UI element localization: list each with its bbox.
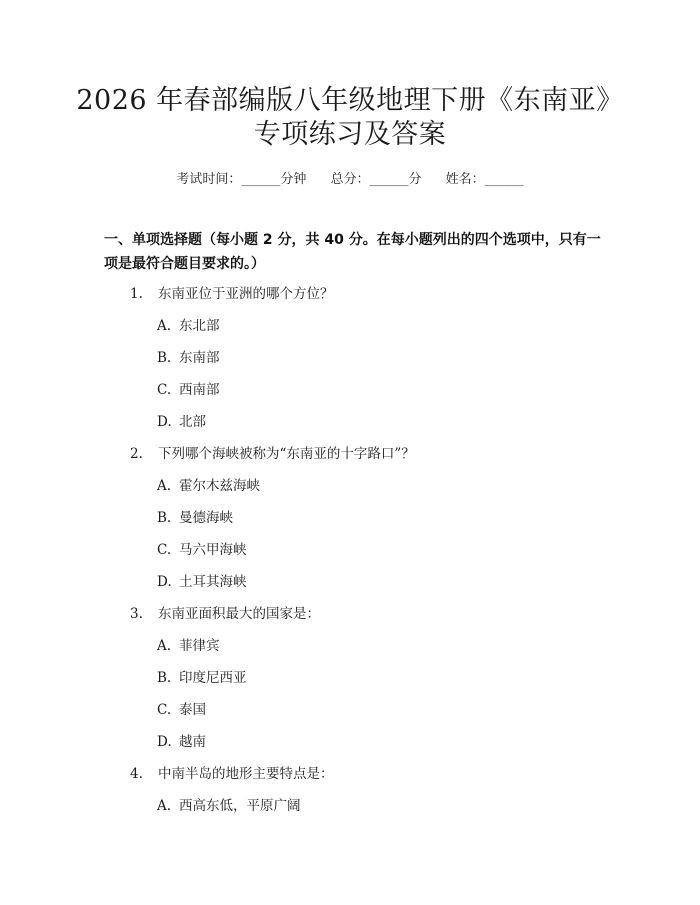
option-letter: C. — [157, 382, 172, 398]
question-number: 3. — [130, 606, 143, 622]
question-text: 中南半岛的地形主要特点是： — [158, 766, 334, 782]
exam-time-field: 考试时间：______分钟 — [176, 172, 307, 187]
question-text: 下列哪个海峡被称为“东南亚的十字路口”？ — [158, 446, 415, 462]
answer-option — [157, 666, 247, 686]
option-letter: A. — [157, 798, 172, 814]
question-text: 东南亚面积最大的国家是： — [158, 606, 320, 622]
question-number: 2. — [130, 446, 143, 462]
option-text: 东北部 — [179, 318, 220, 334]
option-letter: A. — [157, 478, 172, 494]
answer-option — [157, 698, 206, 718]
option-text: 霍尔木兹海峡 — [179, 478, 260, 494]
option-text: 北部 — [179, 414, 206, 430]
answer-option — [157, 410, 206, 430]
answer-option — [157, 538, 247, 558]
answer-option — [157, 474, 260, 494]
option-text: 曼德海峡 — [179, 510, 233, 526]
option-letter: D. — [157, 574, 172, 590]
question-text: 东南亚位于亚洲的哪个方位？ — [158, 286, 334, 302]
question-item — [130, 282, 334, 302]
option-text: 菲律宾 — [179, 638, 220, 654]
option-text: 东南部 — [179, 350, 220, 366]
question-item — [130, 602, 320, 622]
exam-info — [0, 168, 700, 187]
option-letter: D. — [157, 734, 172, 750]
answer-option — [157, 314, 220, 334]
option-letter: C. — [157, 702, 172, 718]
option-letter: B. — [157, 510, 172, 526]
option-text: 泰国 — [179, 702, 206, 718]
option-text: 越南 — [179, 734, 206, 750]
option-letter: C. — [157, 542, 172, 558]
answer-option — [157, 346, 220, 366]
answer-option — [157, 794, 301, 814]
document-title-line-1: 2026 年春部编版八年级地理下册《东南亚》 — [76, 85, 624, 116]
option-text: 印度尼西亚 — [179, 670, 247, 686]
option-letter: B. — [157, 350, 172, 366]
option-text: 西南部 — [179, 382, 220, 398]
document-title-line-2: 专项练习及答案 — [253, 119, 447, 150]
answer-option — [157, 570, 247, 590]
option-letter: D. — [157, 414, 172, 430]
option-letter: B. — [157, 670, 172, 686]
question-item — [130, 442, 415, 462]
option-letter: A. — [157, 638, 172, 654]
student-name-field: 姓名：______ — [445, 172, 524, 187]
question-number: 4. — [130, 766, 143, 782]
answer-option — [157, 730, 206, 750]
answer-option — [157, 378, 220, 398]
option-letter: A. — [157, 318, 172, 334]
option-text: 马六甲海峡 — [179, 542, 247, 558]
total-score-field: 总分：______分 — [330, 172, 422, 187]
question-item — [130, 762, 334, 782]
option-text: 土耳其海峡 — [179, 574, 247, 590]
option-text: 西高东低，平原广阔 — [179, 798, 301, 814]
answer-option — [157, 634, 220, 654]
answer-option — [157, 506, 233, 526]
section-heading: 一、单项选择题（每小题 2 分，共 40 分。在每小题列出的四个选项中，只有一项是最符合题目要求的。） — [104, 232, 601, 272]
question-number: 1. — [130, 286, 143, 302]
